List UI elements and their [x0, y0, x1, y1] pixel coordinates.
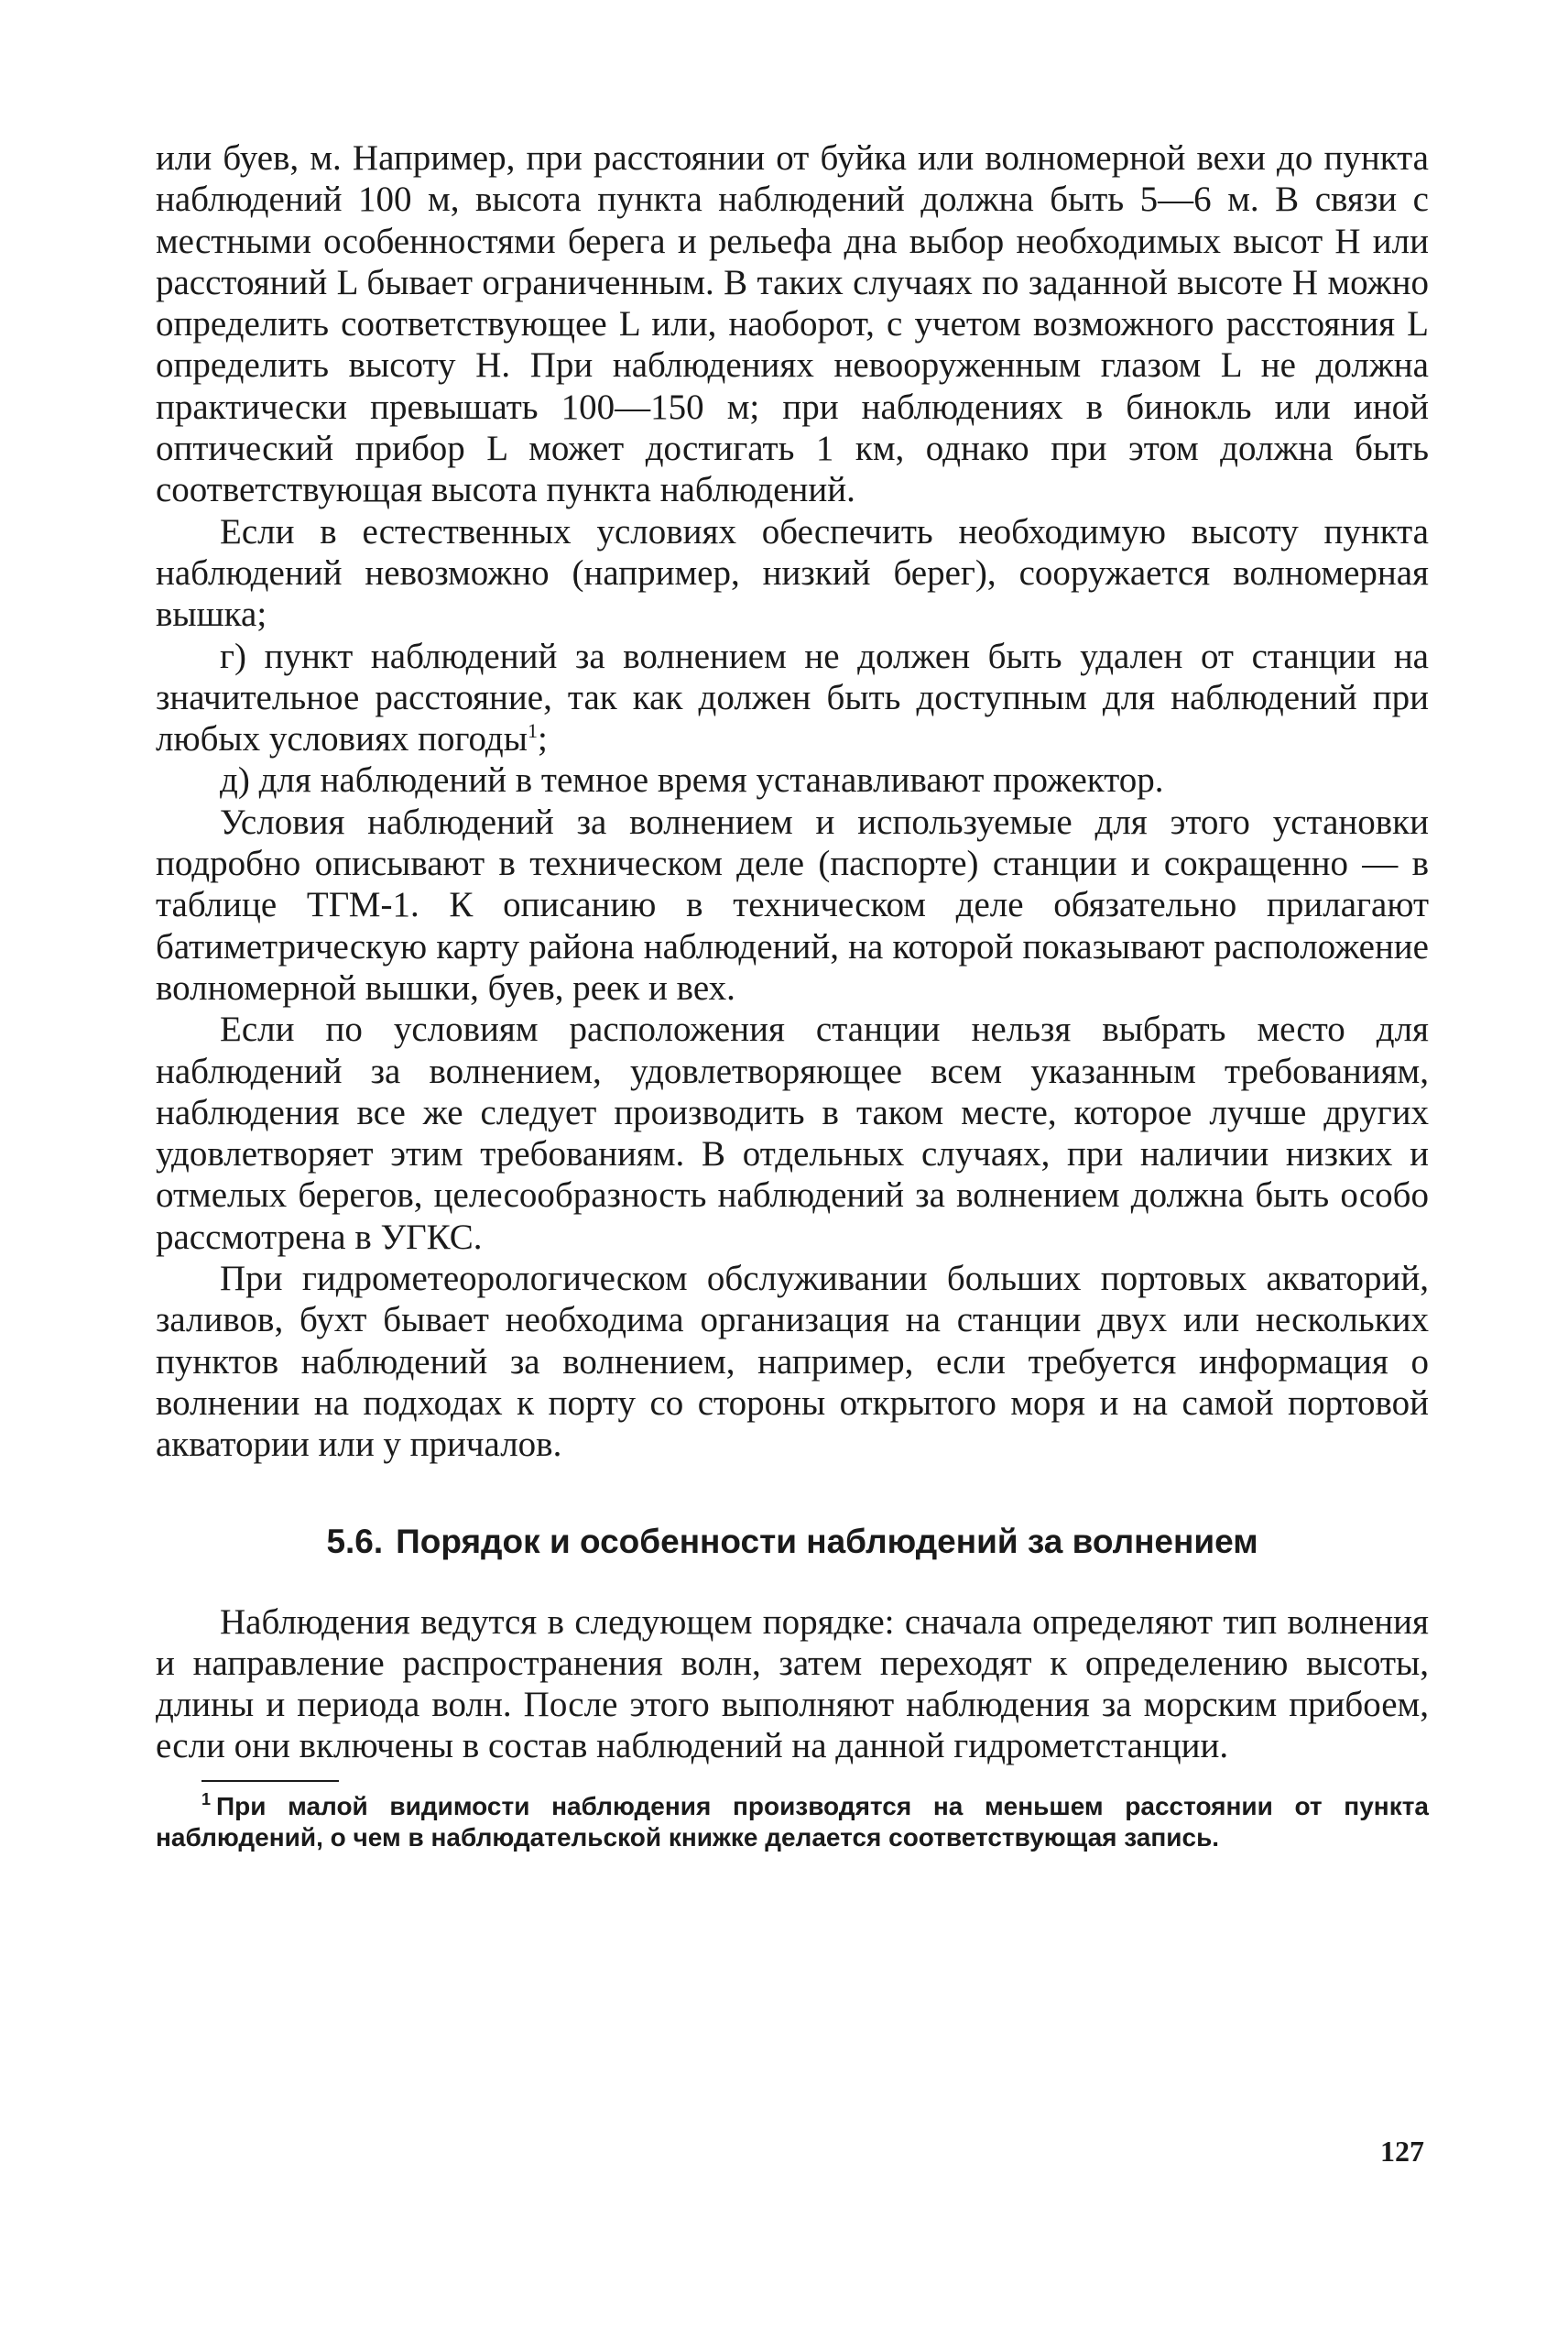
paragraph-3	[156, 636, 1429, 760]
section-heading	[156, 1521, 1429, 1563]
section-paragraph: Наблюдения ведутся в следующем порядке: сначала определяют тип волнения и направление распространения волн, затем переходят к определению высоты, длины и периода волн. После этого выполняют наблюдения за морским прибоем, если они включены в состав наблюдений на данной гидрометстанции.	[156, 1601, 1429, 1766]
paragraph-1: или буев, м. Например, при расстоянии от буйка или волномерной вехи до пункта наблюдений 100 м, высота пункта наблюдений должна быть 5—6 м. В связи с местными особенностями берега и рельефа дна выбор необходимых высот H или расстояний L бывает ограниченным. В таких случаях по заданной высоте H можно определить соответствующее L или, наоборот, с учетом возможного расстояния L определить высоту H. При наблюдениях невооруженным глазом L не должна практически превышать 100—150 м; при наблюдениях в бинокль или иной оптический прибор L может достигать 1 км, однако при этом должна быть соответствующая высота пункта наблюдений.	[156, 138, 1429, 510]
paragraph-7: При гидрометеорологическом обслуживании больших портовых акваторий, заливов, бухт бывает необходима организация на станции двух или нескольких пунктов наблюдений за волнением, например, если требуется информация о волнении на подходах к порту со стороны открытого моря и на самой портовой акватории или у причалов.	[156, 1259, 1429, 1465]
footnote-text: При малой видимости наблюдения производятся на меньшем расстоянии от пункта наблюдений, о чем в наблюдательской книжке делается соответствующая запись.	[156, 1791, 1429, 1852]
section-title: Порядок и особенности наблюдений за волнением	[396, 1522, 1258, 1560]
page-body	[156, 137, 1429, 1853]
paragraph-3-tail: ;	[537, 719, 548, 759]
footnote-reference: 1	[527, 719, 538, 743]
footnote-divider	[201, 1780, 339, 1782]
paragraph-4: д) для наблюдений в темное время устанавливают прожектор.	[220, 760, 1164, 801]
paragraph-5: Условия наблюдений за волнением и используемые для этого установки подробно описывают в техническом деле (паспорте) станции и сокращенно — в таблице ТГМ-1. К описанию в техническом деле обязательно прилагают батиметрическую карту района наблюдений, на которой показывают расположение волномерной вышки, буев, реек и вех.	[156, 802, 1429, 1008]
footnote-mark: 1	[201, 1790, 212, 1809]
paragraph-6: Если по условиям расположения станции нельзя выбрать место для наблюдений за волнением, удовлетворяющее всем указанным требованиям, наблюдения все же следует производить в таком месте, которое лучше других удовлетворяет этим требованиям. В отдельных случаях, при наличии низких и отмелых берегов, целесообразность наблюдений за волнением должна быть особо рассмотрена в УГКС.	[156, 1010, 1429, 1257]
paragraph-3-text: г) пункт наблюдений за волнением не должен быть удален от станции на значительное расстояние, так как должен быть доступным для наблюдений при любых условиях погоды	[156, 636, 1429, 759]
footnote	[156, 1791, 1429, 1853]
paragraph-2: Если в естественных условиях обеспечить необходимую высоту пункта наблюдений невозможно (например, низкий берег), сооружается волномерная вышка;	[156, 511, 1429, 635]
page-number: 127	[1380, 2135, 1424, 2168]
section-number: 5.6.	[326, 1522, 384, 1560]
